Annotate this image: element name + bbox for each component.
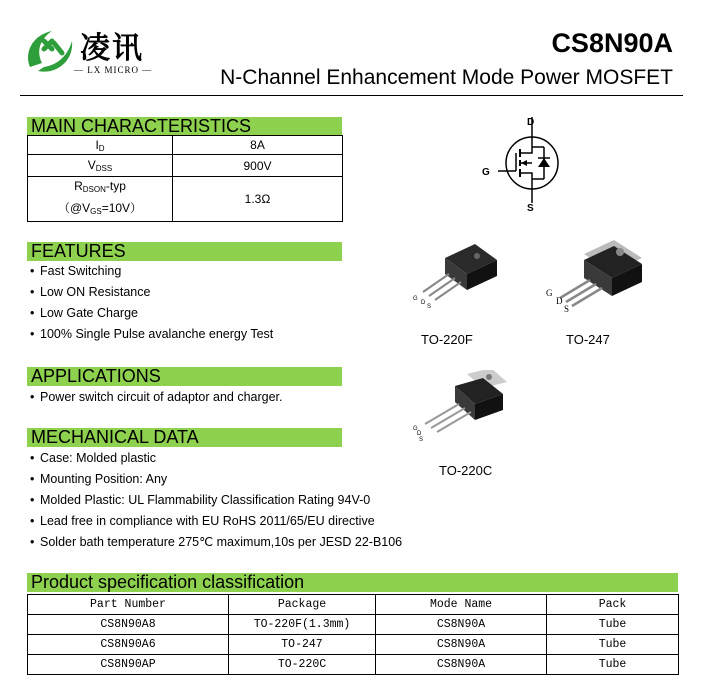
product-spec-table [27,594,679,675]
table-header-row [28,595,679,615]
to220f-label: TO-220F [421,332,473,347]
to247-package-icon [540,238,650,313]
company-logo [22,25,152,91]
pin-s-label: S [427,304,432,310]
list-item: • Low Gate Charge [27,303,273,324]
product-spec-heading: Product specification classification [27,573,678,592]
to220c-package-icon [405,370,510,445]
list-item: • Fast Switching [27,261,273,282]
table-cell: Tube [547,635,679,655]
table-cell: CS8N90A6 [28,635,229,655]
main-characteristics-heading: MAIN CHARACTERISTICS [27,117,342,136]
mosfet-symbol-icon [470,113,580,213]
logo-mark-icon [22,27,78,75]
device-subtitle: N-Channel Enhancement Mode Power MOSFET [220,66,673,89]
list-item: • Power switch circuit of adaptor and charger. [27,388,282,406]
table-cell: CS8N90A [376,635,547,655]
table-row [28,635,679,655]
list-item: • Low ON Resistance [27,282,273,303]
param-cell: $R_{DSON}$-typ $(@V_{GS}=10V)$ [28,177,173,222]
part-number-title: CS8N90A [551,28,673,58]
table-cell: TO-247 [229,635,376,655]
column-header: Part Number [28,595,229,615]
features-list [27,261,273,345]
header-divider [20,95,683,96]
list-item: • Solder bath temperature 275℃ maximum,10s per JESD 22-B106 [27,532,402,553]
drain-label: D [527,117,535,128]
pin-g-label: G [413,296,418,302]
main-characteristics-table [27,135,343,222]
list-item: • Molded Plastic: UL Flammability Classification Rating 94V-0 [27,490,402,511]
table-row [28,655,679,675]
value-cell: 900V [173,155,343,177]
table-cell: CS8N90A [376,655,547,675]
gate-label: G [482,167,490,178]
list-item: • 100% Single Pulse avalanche energy Test [27,324,273,345]
pin-d-label: D [556,296,563,306]
applications-list [27,388,282,406]
column-header: Pack [547,595,679,615]
pin-d-label: D [417,431,422,437]
table-cell: Tube [547,615,679,635]
to220f-package-icon [405,238,505,313]
logo-english-name: — LX MICRO — [74,65,153,75]
table-row [28,177,343,222]
to220c-label: TO-220C [439,463,493,478]
column-header: Package [229,595,376,615]
table-cell: TO-220C [229,655,376,675]
logo-chinese-name: 凌讯 [80,31,144,66]
value-cell: 1.3Ω [173,177,343,222]
applications-heading: APPLICATIONS [27,367,342,386]
table-cell: CS8N90AP [28,655,229,675]
pin-s-label: S [419,437,424,443]
column-header: Mode Name [376,595,547,615]
list-item: • Case: Molded plastic [27,448,402,469]
table-cell: CS8N90A8 [28,615,229,635]
list-item: • Lead free in compliance with EU RoHS 2011/65/EU directive [27,511,402,532]
to247-label: TO-247 [566,332,610,347]
list-item: • Mounting Position: Any [27,469,402,490]
mechanical-data-heading: MECHANICAL DATA [27,428,342,447]
features-heading: FEATURES [27,242,342,261]
pin-g-label: G [546,288,553,298]
source-label: S [527,203,534,213]
table-cell: CS8N90A [376,615,547,635]
param-cell: $I_D$ [28,136,173,155]
pin-g-label: G [413,426,418,432]
table-cell: Tube [547,655,679,675]
table-row [28,615,679,635]
mechanical-data-list [27,448,402,553]
pin-d-label: D [421,300,426,306]
table-row [28,136,343,155]
value-cell: 8A [173,136,343,155]
table-row [28,155,343,177]
pin-s-label: S [564,304,570,313]
table-cell: TO-220F(1.3mm) [229,615,376,635]
param-cell: $V_{DSS}$ [28,155,173,177]
